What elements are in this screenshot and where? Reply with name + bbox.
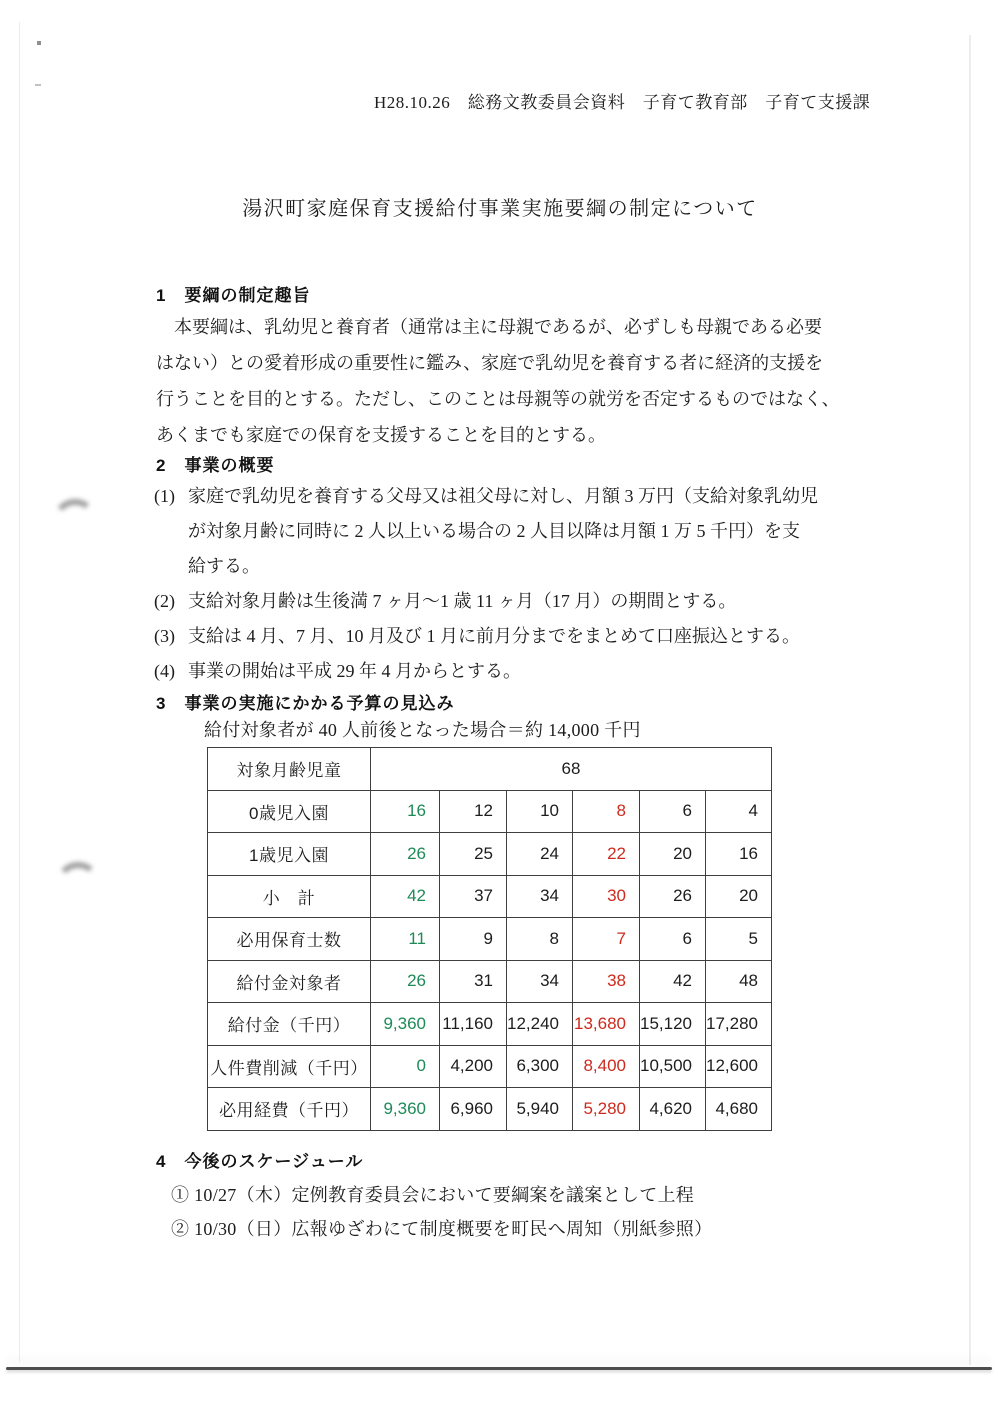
budget-table [207, 747, 772, 1131]
table-cell: 9,360 [371, 1003, 440, 1046]
table-cell: 37 [440, 875, 507, 918]
table-cell: 0 [371, 1045, 440, 1088]
section-1-paragraph [156, 309, 872, 453]
item-text-line: 給する。 [188, 556, 260, 576]
scan-speck [37, 41, 41, 45]
table-header-value: 68 [371, 748, 772, 791]
table-cell: 38 [573, 960, 640, 1003]
item-text [188, 619, 884, 654]
table-cell: 22 [573, 833, 640, 876]
table-cell: 5,280 [573, 1088, 640, 1131]
table-row [208, 1088, 772, 1131]
item-text [188, 654, 884, 689]
item-number: (4) [154, 661, 175, 681]
table-cell: 26 [371, 833, 440, 876]
table-cell: 24 [507, 833, 573, 876]
table-cell: 10 [507, 790, 573, 833]
item-number: (1) [154, 486, 175, 506]
table-cell: 9,360 [371, 1088, 440, 1131]
table-cell: 4,680 [706, 1088, 772, 1131]
table-row [208, 960, 772, 1003]
table-cell: 6 [640, 790, 706, 833]
table-cell: 12 [440, 790, 507, 833]
table-cell: 6 [640, 918, 706, 961]
row-label: 必用経費（千円） [208, 1088, 371, 1131]
item-text [188, 479, 884, 584]
section-4-heading: 4 今後のスケージュール [156, 1152, 364, 1171]
document-header-line: H28.10.26 総務文教委員会資料 子育て教育部 子育て支援課 [374, 93, 871, 112]
table-cell: 30 [573, 875, 640, 918]
page-title: 湯沢町家庭保育支援給付事業実施要綱の制定について [242, 198, 758, 220]
row-label: 小 計 [208, 875, 371, 918]
row-label: 0歳児入園 [208, 790, 371, 833]
table-row [208, 790, 772, 833]
table-cell: 7 [573, 918, 640, 961]
table-cell: 20 [640, 833, 706, 876]
paper-edge-left [19, 22, 20, 1362]
row-label: 1歳児入園 [208, 833, 371, 876]
section-3-heading: 3 事業の実施にかかる予算の見込み [156, 694, 455, 713]
table-row [208, 875, 772, 918]
table-cell: 31 [440, 960, 507, 1003]
table-row [208, 918, 772, 961]
table-cell: 26 [640, 875, 706, 918]
paragraph-line: 本要綱は、乳幼児と養育者（通常は主に母親であるが、必ずしも母親である必要 [174, 317, 822, 337]
table-cell: 16 [371, 790, 440, 833]
schedule-item: ② 10/30（日）広報ゆざわにて制度概要を町民へ周知（別紙参照） [171, 1219, 713, 1239]
table-cell: 4,200 [440, 1045, 507, 1088]
item-number: (2) [154, 591, 175, 611]
numbered-item [154, 619, 884, 654]
table-row [208, 833, 772, 876]
table-cell: 20 [706, 875, 772, 918]
table-cell: 11,160 [440, 1003, 507, 1046]
table-cell: 8,400 [573, 1045, 640, 1088]
table-cell: 17,280 [706, 1003, 772, 1046]
paper-edge-bottom [6, 1367, 992, 1370]
table-header-label: 対象月齢児童 [208, 748, 371, 791]
table-cell: 6,960 [440, 1088, 507, 1131]
table-cell: 8 [573, 790, 640, 833]
table-cell: 4 [706, 790, 772, 833]
table-cell: 6,300 [507, 1045, 573, 1088]
row-label: 人件費削減（千円） [208, 1045, 371, 1088]
row-label: 給付金（千円） [208, 1003, 371, 1046]
numbered-item [154, 584, 884, 619]
table-row [208, 1045, 772, 1088]
item-text [188, 584, 884, 619]
table-cell: 9 [440, 918, 507, 961]
numbered-item [154, 654, 884, 689]
table-cell: 42 [640, 960, 706, 1003]
item-text-line: 支給は 4 月、7 月、10 月及び 1 月に前月分までをまとめて口座振込とする。 [188, 626, 800, 646]
table-cell: 34 [507, 875, 573, 918]
row-label: 必用保育士数 [208, 918, 371, 961]
table-row [208, 1003, 772, 1046]
table-cell: 12,240 [507, 1003, 573, 1046]
item-text-line: が対象月齢に同時に 2 人以上いる場合の 2 人目以降は月額 1 万 5 千円）を支 [188, 521, 800, 541]
table-cell: 25 [440, 833, 507, 876]
table-cell: 12,600 [706, 1045, 772, 1088]
paragraph-line: はない）との愛着形成の重要性に鑑み、家庭で乳幼児を養育する者に経済的支援を [156, 353, 824, 373]
punch-hole-shadow [55, 861, 102, 906]
table-cell: 10,500 [640, 1045, 706, 1088]
punch-hole-shadow [51, 497, 99, 543]
item-text-line: 支給対象月齢は生後満 7 ヶ月～1 歳 11 ヶ月（17 月）の期間とする。 [188, 591, 737, 611]
schedule-item: ① 10/27（木）定例教育委員会において要綱案を議案として上程 [171, 1185, 695, 1205]
budget-note: 給付対象者が 40 人前後となった場合＝約 14,000 千円 [204, 720, 641, 740]
scan-speck [35, 84, 41, 86]
section-1-heading: 1 要綱の制定趣旨 [156, 286, 311, 305]
table-cell: 26 [371, 960, 440, 1003]
table-header-row [208, 748, 772, 791]
table-cell: 15,120 [640, 1003, 706, 1046]
item-text-line: 事業の開始は平成 29 年 4 月からとする。 [188, 661, 521, 681]
paper-edge-right [969, 35, 971, 1365]
table-cell: 13,680 [573, 1003, 640, 1046]
table-cell: 8 [507, 918, 573, 961]
table-cell: 16 [706, 833, 772, 876]
table-cell: 48 [706, 960, 772, 1003]
table-cell: 11 [371, 918, 440, 961]
row-label: 給付金対象者 [208, 960, 371, 1003]
paragraph-line: あくまでも家庭での保育を支援することを目的とする。 [156, 425, 606, 445]
section-2-heading: 2 事業の概要 [156, 456, 275, 475]
table-cell: 42 [371, 875, 440, 918]
table-cell: 5,940 [507, 1088, 573, 1131]
numbered-item [154, 479, 884, 584]
schedule-list [171, 1178, 712, 1246]
table-cell: 4,620 [640, 1088, 706, 1131]
table-cell: 5 [706, 918, 772, 961]
table-cell: 34 [507, 960, 573, 1003]
item-number: (3) [154, 626, 175, 646]
section-2-list [154, 479, 884, 689]
item-text-line: 家庭で乳幼児を養育する父母又は祖父母に対し、月額 3 万円（支給対象乳幼児 [188, 486, 818, 506]
paragraph-line: 行うことを目的とする。ただし、このことは母親等の就労を否定するものではなく、 [156, 389, 840, 409]
